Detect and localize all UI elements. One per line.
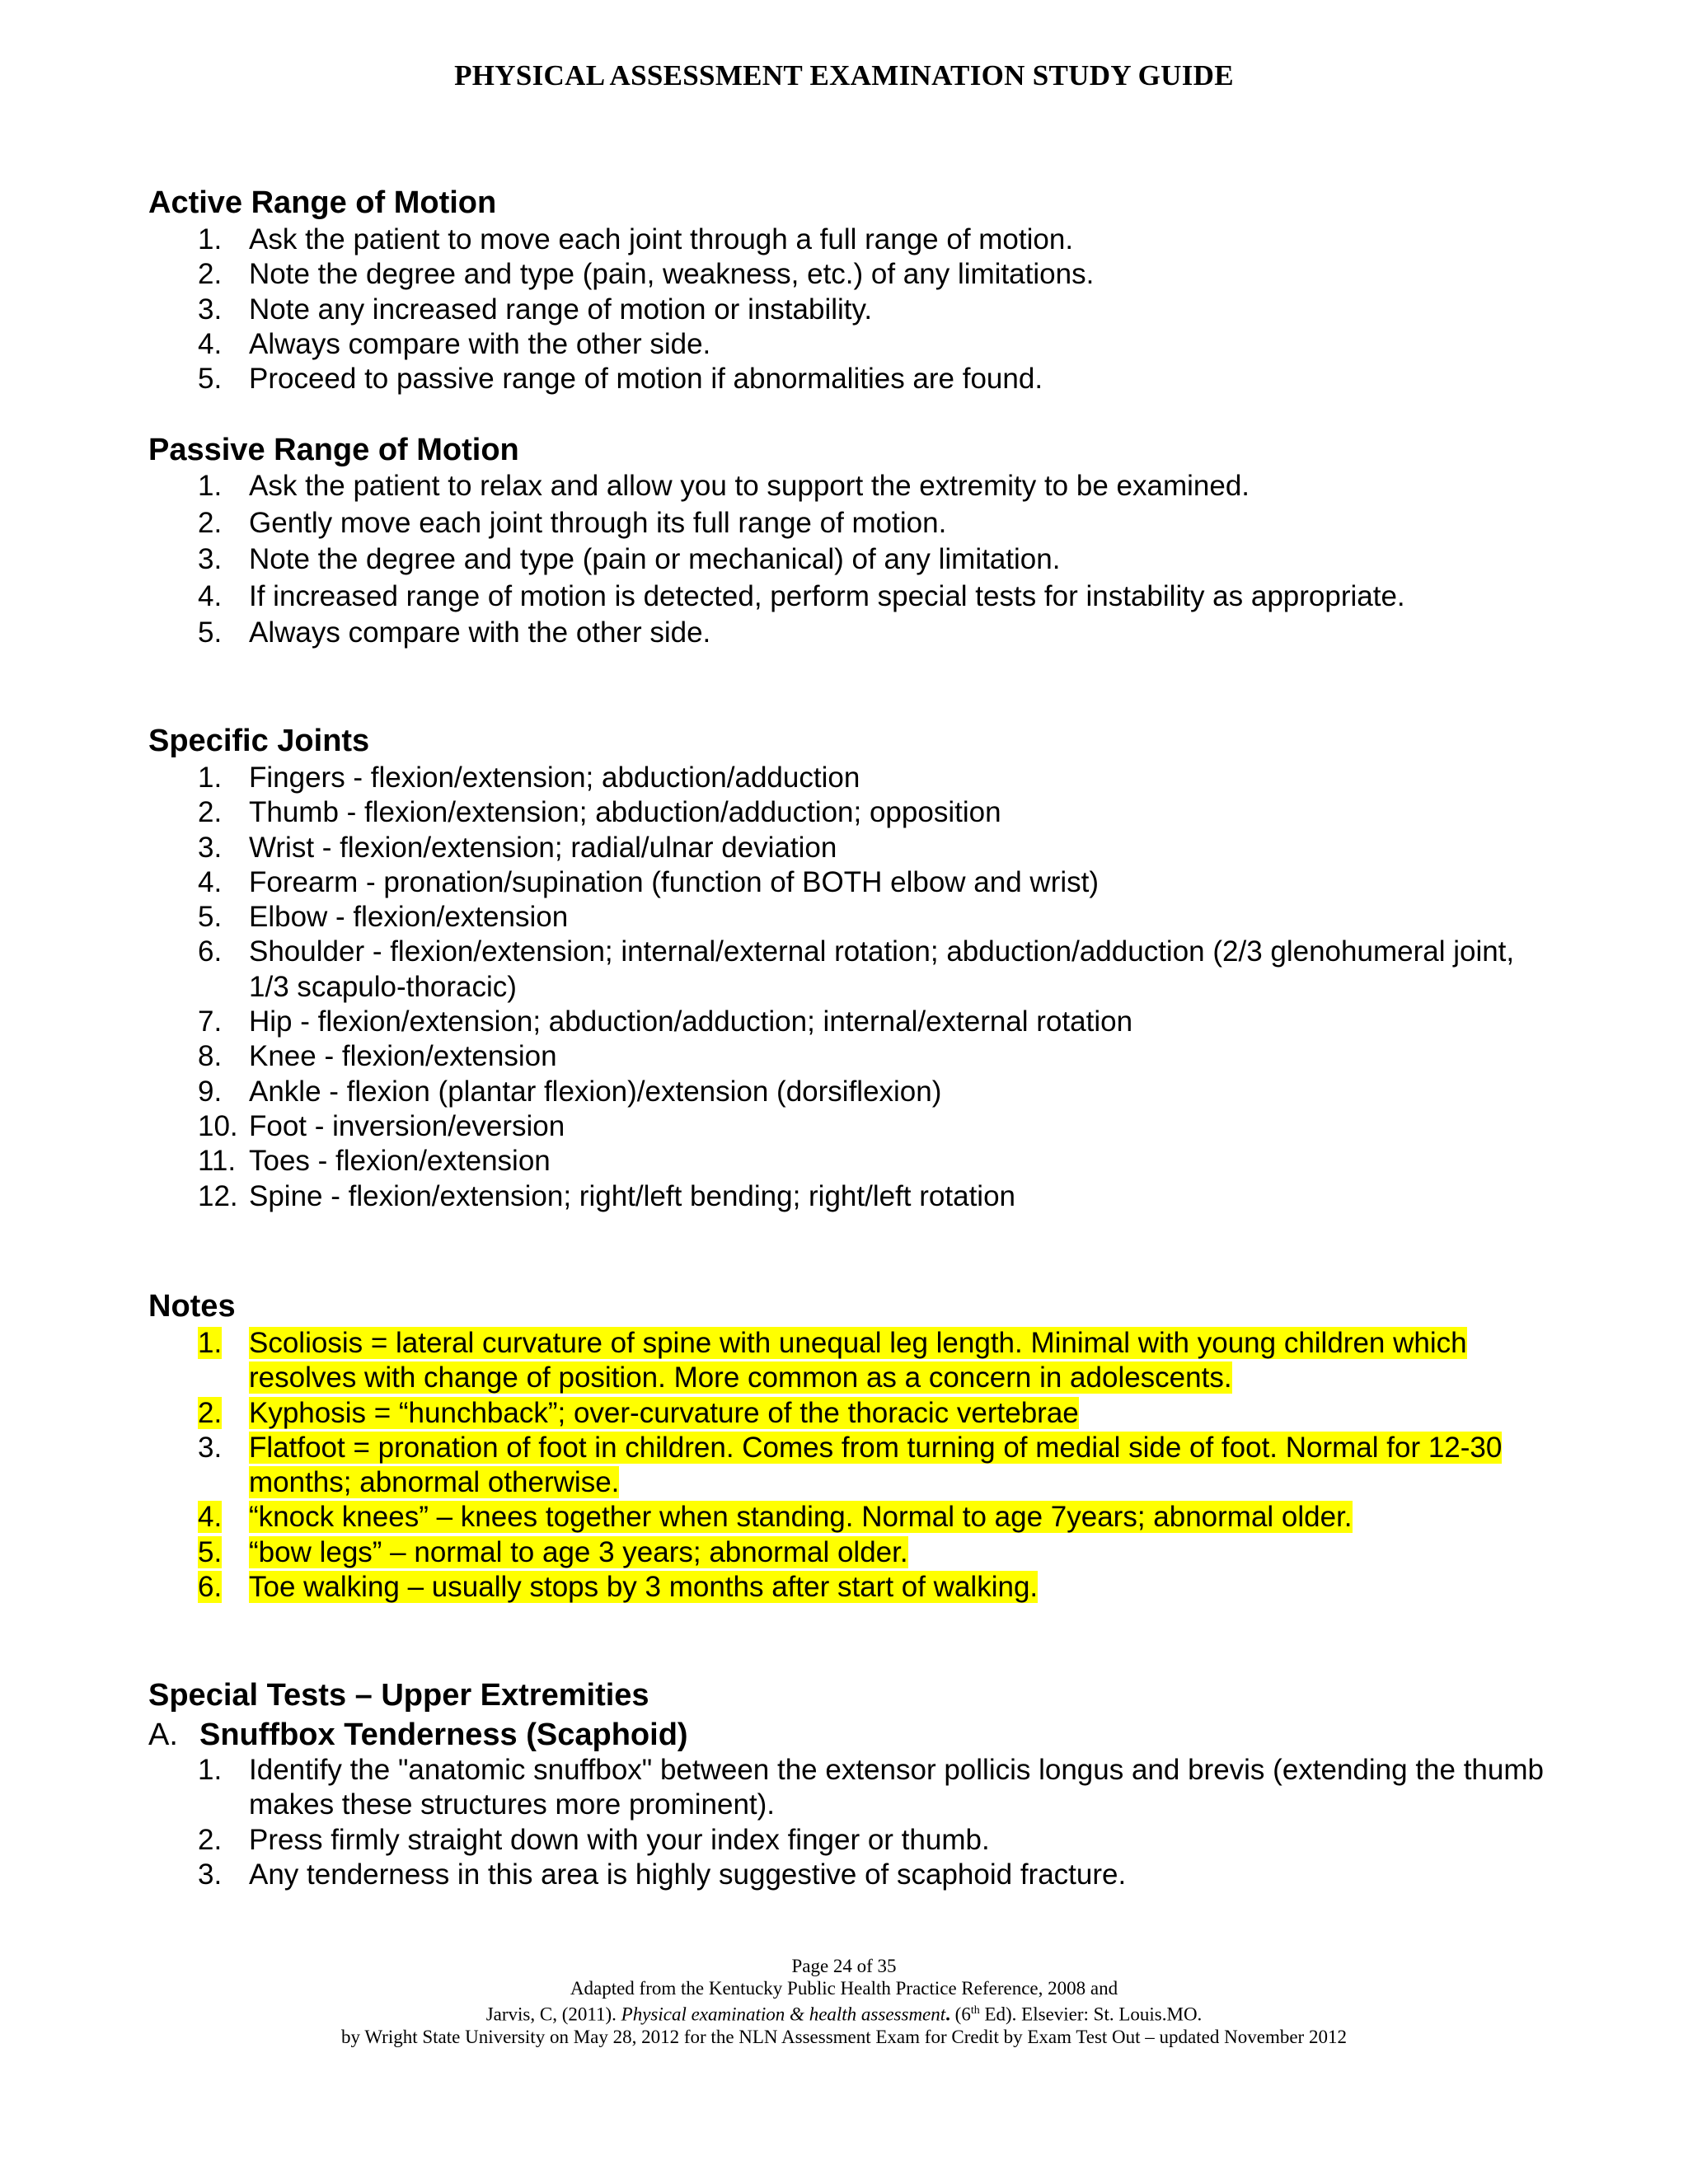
item-number: 5.	[198, 901, 223, 934]
highlight: 2.	[198, 1396, 223, 1429]
item-text: Kyphosis = “hunchback”; over-curvature of the thoracic vertebrae	[249, 1396, 1079, 1429]
citation-author: Jarvis, C, (2011).	[485, 2004, 621, 2025]
list-item	[148, 468, 1550, 505]
list-item	[148, 795, 1550, 830]
highlight: 4.	[198, 1501, 223, 1534]
footer-citation-line	[0, 1999, 1688, 2026]
item-number	[198, 1396, 244, 1431]
item-text: Hip - flexion/extension; abduction/adduction; internal/external rotation	[249, 1005, 1133, 1038]
item-number: 2.	[198, 1823, 223, 1856]
item-text: Press firmly straight down with your index finger or thumb.	[249, 1823, 990, 1856]
item-text: Spine - flexion/extension; right/left bending; right/left rotation	[249, 1179, 1015, 1212]
item-number: 1.	[198, 223, 223, 255]
item-number: 12.	[198, 1179, 238, 1212]
item-number: 2.	[198, 258, 223, 291]
page-footer	[0, 1955, 1688, 2048]
item-text: If increased range of motion is detected, perform special tests for instability as appropriate.	[249, 579, 1405, 612]
list-item	[148, 541, 1550, 579]
specific-joints-list	[148, 761, 1550, 1214]
list-item	[148, 579, 1550, 616]
item-text: Note the degree and type (pain, weakness, etc.) of any limitations.	[249, 258, 1095, 291]
item-text: “knock knees” – knees together when standing. Normal to age 7years; abnormal older.	[249, 1501, 1353, 1534]
list-item	[148, 362, 1550, 396]
footer-source-line: Adapted from the Kentucky Public Health Practice Reference, 2008 and	[570, 1978, 1118, 1999]
list-item	[148, 1570, 1550, 1605]
item-number	[198, 1326, 244, 1361]
highlight: 6.	[198, 1571, 223, 1604]
item-text: Always compare with the other side.	[249, 616, 711, 649]
item-number: 10.	[198, 1109, 238, 1142]
list-item	[148, 900, 1550, 935]
citation-period: .	[945, 2004, 950, 2025]
list-item	[148, 615, 1550, 652]
item-number: 6.	[198, 935, 223, 968]
item-text: Scoliosis = lateral curvature of spine with unequal leg length. Minimal with young children which resolves with change of position. More common as a concern in adolescents.	[249, 1327, 1467, 1394]
list-item	[148, 865, 1550, 900]
item-text: Foot - inversion/eversion	[249, 1109, 565, 1142]
item-number: 11.	[198, 1145, 237, 1178]
item-text: Elbow - flexion/extension	[249, 901, 569, 934]
list-item	[148, 505, 1550, 542]
item-text: Knee - flexion/extension	[249, 1040, 557, 1073]
active-rom-section	[148, 183, 1550, 396]
page-number: Page 24 of 35	[791, 1956, 897, 1976]
item-text: Wrist - flexion/extension; radial/ulnar deviation	[249, 831, 837, 864]
item-number: 3.	[198, 543, 223, 575]
list-item	[148, 223, 1550, 257]
item-number: 9.	[198, 1075, 223, 1108]
special-tests-section	[148, 1675, 1550, 1892]
item-number: 1.	[198, 1754, 223, 1786]
notes-list	[148, 1326, 1550, 1605]
list-item	[148, 1753, 1550, 1823]
list-item	[148, 1823, 1550, 1858]
list-item	[148, 293, 1550, 327]
citation-title: Physical examination & health assessment	[621, 2004, 946, 2025]
active-rom-list	[148, 223, 1550, 396]
list-item	[148, 1005, 1550, 1039]
list-item	[148, 1075, 1550, 1109]
subsection-title: Snuffbox Tenderness (Scaphoid)	[199, 1718, 688, 1752]
item-text: Ask the patient to move each joint through a full range of motion.	[249, 223, 1074, 255]
list-item	[148, 1858, 1550, 1892]
item-number: 2.	[198, 796, 223, 829]
item-number: 3.	[198, 293, 223, 326]
item-text: Shoulder - flexion/extension; internal/external rotation; abduction/adduction (2/3 glenohumeral joint, 1/3 scapulo-thoracic)	[249, 935, 1515, 1003]
footer-update-line: by Wright State University on May 28, 2012 for the NLN Assessment Exam for Credit by Exam Test Out – updated November 2012	[341, 2026, 1347, 2047]
passive-rom-list	[148, 468, 1550, 652]
item-text: Forearm - pronation/supination (function of BOTH elbow and wrist)	[249, 865, 1100, 898]
item-text: Always compare with the other side.	[249, 327, 711, 360]
item-text: Note the degree and type (pain or mechanical) of any limitation.	[249, 543, 1061, 575]
subsection-letter: A.	[148, 1718, 178, 1752]
section-heading: Passive Range of Motion	[148, 433, 519, 467]
item-number: 7.	[198, 1005, 223, 1038]
item-number: 5.	[198, 363, 223, 396]
highlight: 1.	[198, 1327, 223, 1359]
item-text: Fingers - flexion/extension; abduction/adduction	[249, 762, 860, 794]
special-tests-list	[148, 1753, 1550, 1892]
item-number: 4.	[198, 327, 223, 360]
item-text: Thumb - flexion/extension; abduction/adduction; opposition	[249, 796, 1001, 829]
item-number	[198, 1570, 244, 1605]
citation-edition-suffix: th	[970, 2004, 980, 2017]
list-item	[148, 1500, 1550, 1535]
item-number: 2.	[198, 506, 223, 539]
list-item	[148, 1179, 1550, 1214]
section-heading: Notes	[148, 1289, 236, 1324]
list-item	[148, 1326, 1550, 1396]
item-number: 4.	[198, 865, 223, 898]
section-heading: Active Range of Motion	[148, 185, 497, 220]
list-item	[148, 831, 1550, 865]
subsection-heading	[148, 1715, 1550, 1753]
citation-publisher: Ed). Elsevier: St. Louis.MO.	[979, 2004, 1203, 2025]
item-number: 4.	[198, 579, 223, 612]
item-number	[198, 1500, 244, 1535]
item-number: 3.	[198, 1431, 223, 1464]
passive-rom-section	[148, 430, 1550, 652]
item-number: 3.	[198, 831, 223, 864]
list-item	[148, 761, 1550, 795]
item-number: 8.	[198, 1040, 223, 1073]
item-text: Proceed to passive range of motion if abnormalities are found.	[249, 363, 1043, 396]
item-text: Ankle - flexion (plantar flexion)/extension (dorsiflexion)	[249, 1075, 942, 1108]
item-number: 1.	[198, 470, 223, 502]
notes-section	[148, 1286, 1550, 1605]
item-number: 1.	[198, 762, 223, 794]
item-number	[198, 1535, 244, 1570]
item-text: Flatfoot = pronation of foot in children. Comes from turning of medial side of foot. Normal for 12-30 months; abnormal otherwise.	[249, 1431, 1503, 1499]
section-heading: Specific Joints	[148, 724, 370, 758]
list-item	[148, 1109, 1550, 1144]
citation-edition: (6	[950, 2004, 971, 2025]
section-heading: Special Tests – Upper Extremities	[148, 1678, 649, 1713]
highlight: 5.	[198, 1535, 223, 1568]
list-item	[148, 1396, 1550, 1431]
document-title: PHYSICAL ASSESSMENT EXAMINATION STUDY GUIDE	[454, 59, 1234, 91]
list-item	[148, 1144, 1550, 1179]
list-item	[148, 1039, 1550, 1074]
item-text: Toes - flexion/extension	[249, 1145, 551, 1178]
list-item	[148, 1431, 1550, 1501]
item-text: Gently move each joint through its full range of motion.	[249, 506, 947, 539]
item-text: Toe walking – usually stops by 3 months after start of walking.	[249, 1571, 1039, 1604]
list-item	[148, 1535, 1550, 1570]
item-text: “bow legs” – normal to age 3 years; abnormal older.	[249, 1535, 908, 1568]
item-number: 5.	[198, 616, 223, 649]
specific-joints-section	[148, 721, 1550, 1214]
item-text: Any tenderness in this area is highly suggestive of scaphoid fracture.	[249, 1858, 1127, 1891]
list-item	[148, 257, 1550, 292]
item-number: 3.	[198, 1858, 223, 1891]
item-text: Ask the patient to relax and allow you to support the extremity to be examined.	[249, 470, 1250, 502]
list-item	[148, 327, 1550, 362]
item-text: Identify the "anatomic snuffbox" between the extensor pollicis longus and brevis (extending the thumb makes these structures more prominent).	[249, 1754, 1544, 1821]
item-text: Note any increased range of motion or instability.	[249, 293, 873, 326]
list-item	[148, 935, 1550, 1005]
